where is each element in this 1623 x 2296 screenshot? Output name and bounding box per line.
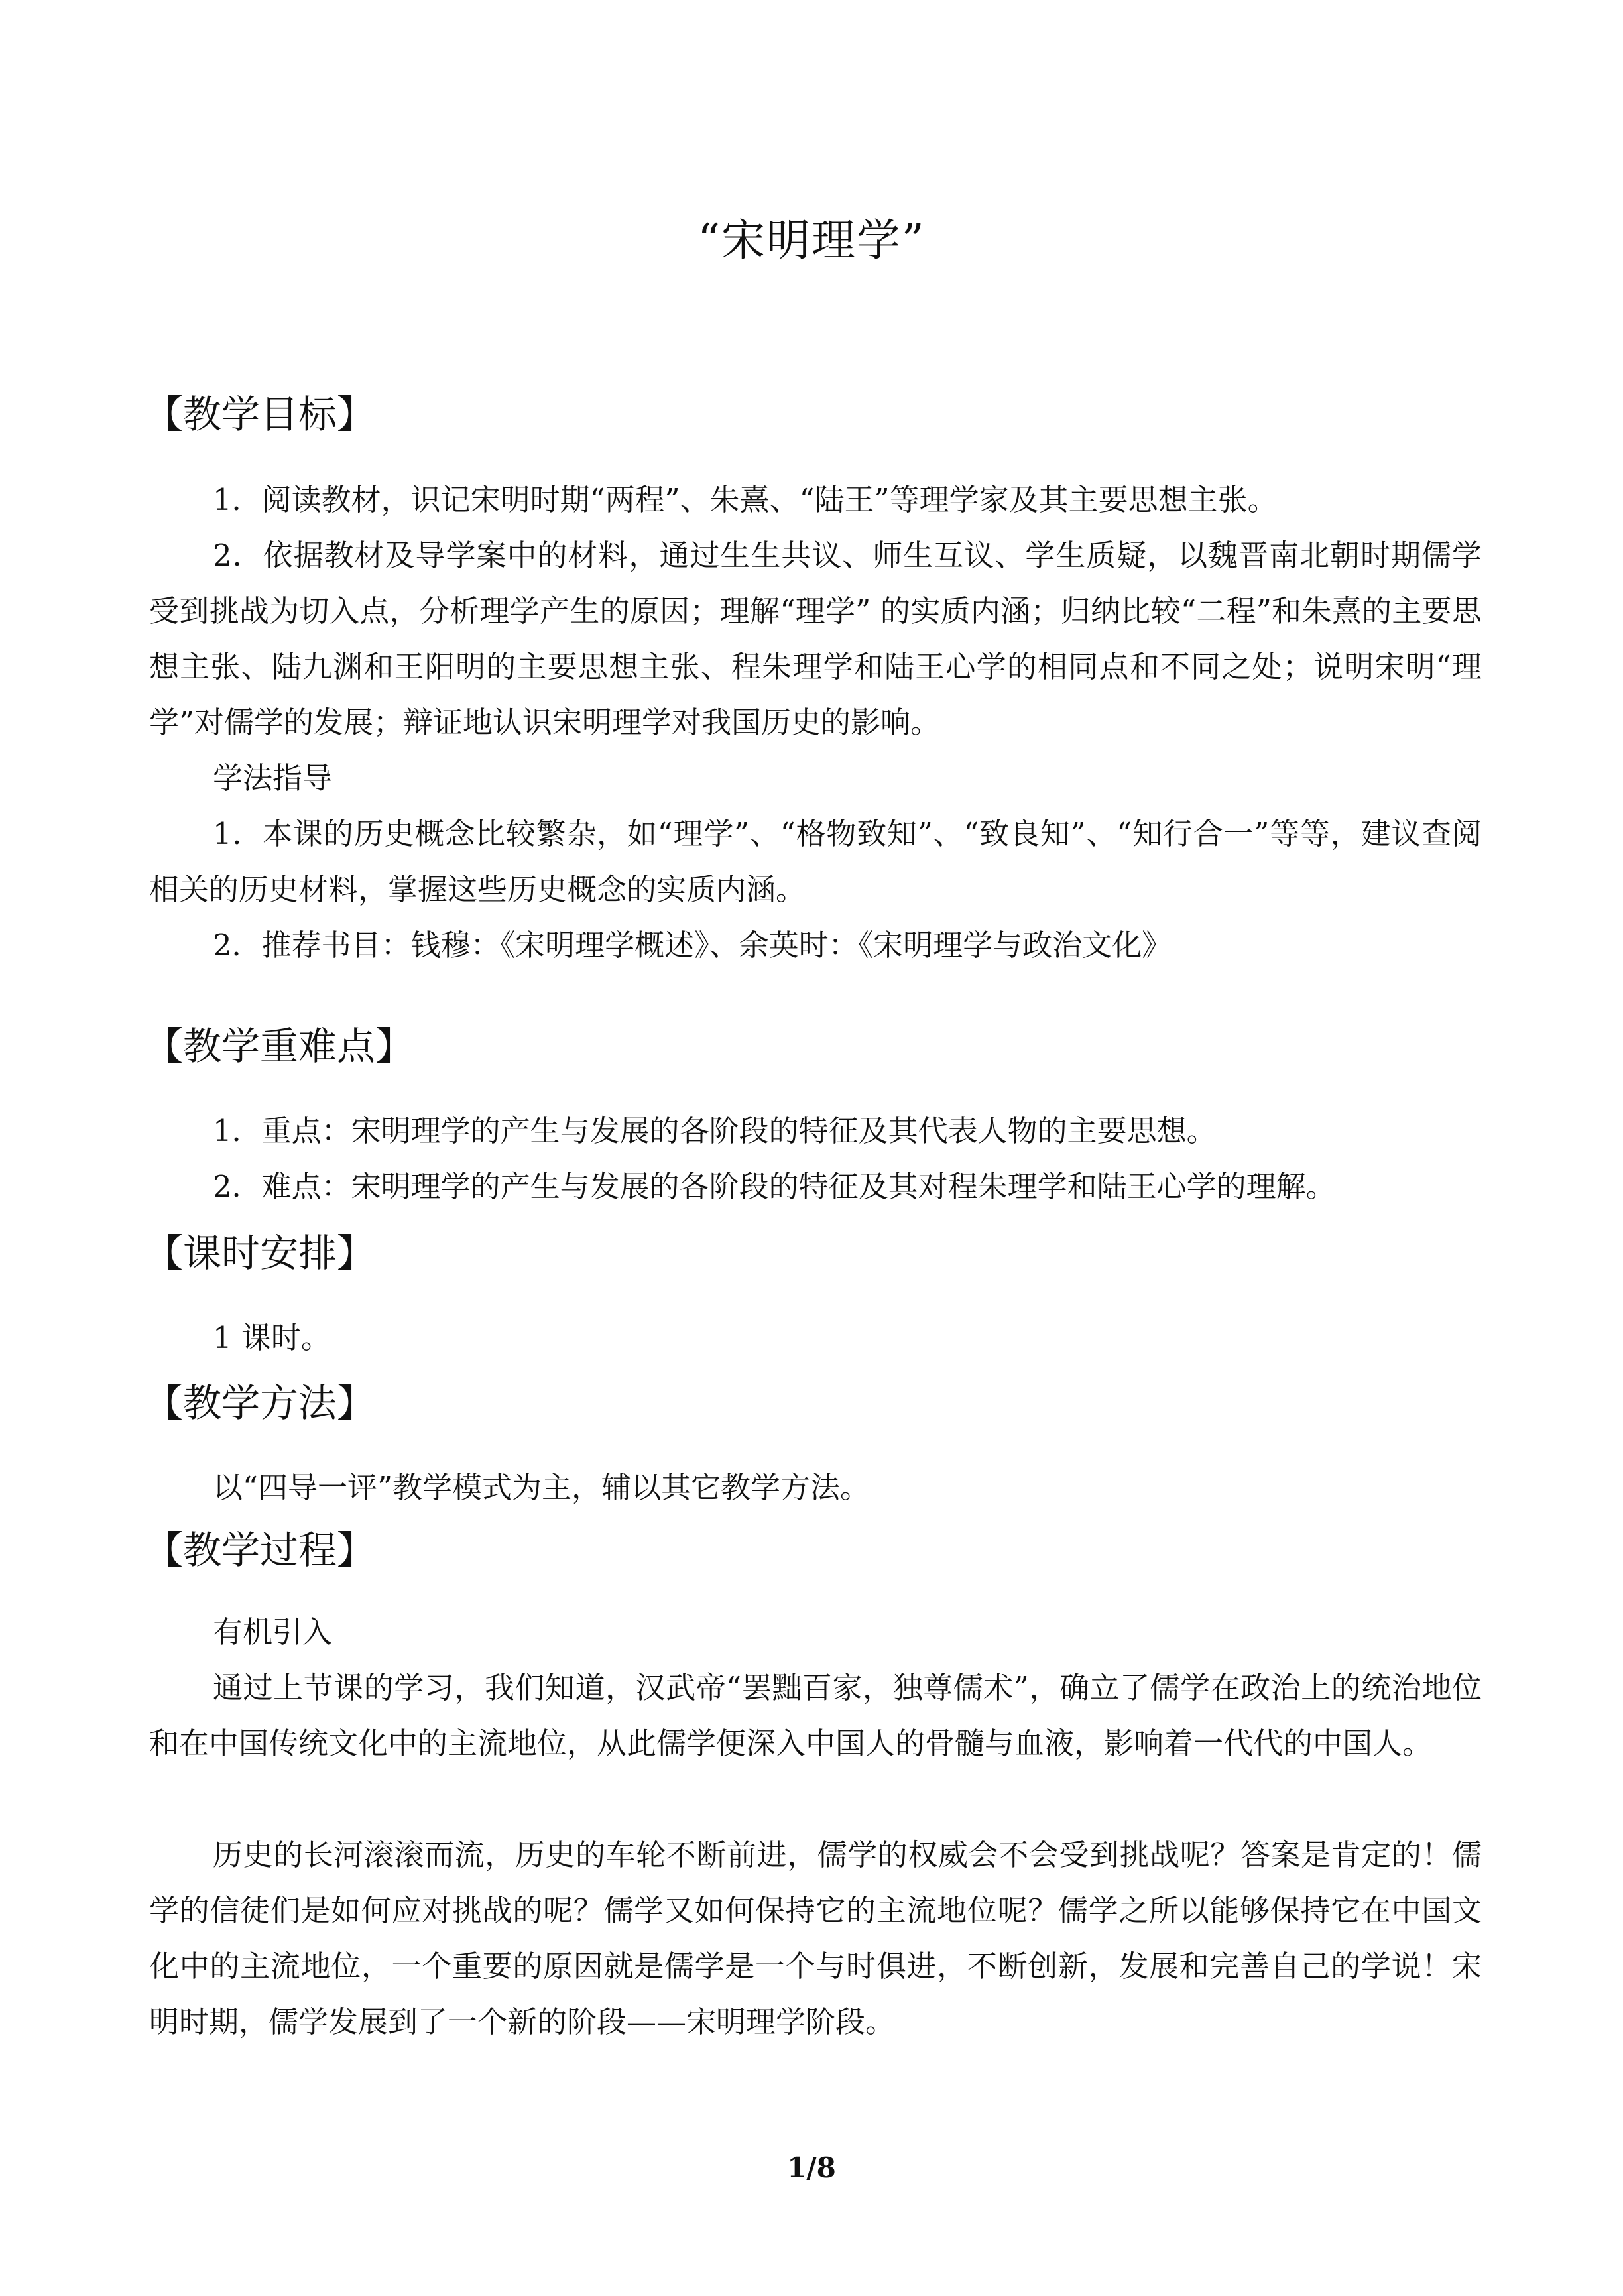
schedule-text: 1 课时。 [213, 1320, 331, 1355]
objective-item-1: 1．阅读教材，识记宋明时期“两程”、朱熹、“陆王”等理学家及其主要思想主张。 [213, 482, 1278, 517]
method-guide-item-2: 2．推荐书目：钱穆：《宋明理学概述》、余英时：《宋明理学与政治文化》 [213, 928, 1172, 963]
method-guide-label: 学法指导 [213, 760, 333, 796]
heading-process: 【教学过程】 [145, 1528, 376, 1573]
key-point-item-1: 1．重点：宋明理学的产生与发展的各阶段的特征及其代表人物的主要思想。 [213, 1113, 1217, 1148]
process-paragraph-1: 通过上节课的学习，我们知道，汉武帝“罢黜百家，独尊儒术”，确立了儒学在政治上的统治地位和在中国传统文化中的主流地位，从此儒学便深入中国人的骨髓与血液，影响着一代代的中国人。 [149, 1670, 1482, 1761]
heading-schedule: 【课时安排】 [145, 1231, 376, 1276]
process-paragraph-2: 历史的长河滚滚而流，历史的车轮不断前进，儒学的权威会不会受到挑战呢？答案是肯定的！儒学的信徒们是如何应对挑战的呢？儒学又如何保持它的主流地位呢？儒学之所以能够保持它在中国文化中的主流地位，一个重要的原因就是儒学是一个与时俱进，不断创新，发展和完善自己的学说！宋明时期，儒学发展到了一个新的阶段——宋明理学阶段。 [149, 1837, 1482, 2039]
page-number: 1/8 [787, 2151, 836, 2184]
document-title: “宋明理学” [697, 215, 926, 266]
heading-key-points: 【教学重难点】 [145, 1024, 414, 1069]
key-point-item-2: 2．难点：宋明理学的产生与发展的各阶段的特征及其对程朱理学和陆王心学的理解。 [213, 1169, 1336, 1204]
objective-item-2: 2．依据教材及导学案中的材料，通过生生共议、师生互议、学生质疑，以魏晋南北朝时期儒学受到挑战为切入点，分析理学产生的原因；理解“理学” 的实质内涵；归纳比较“二程”和朱熹的主要思想主张、陆九渊和王阳明的主要思想主张、程朱理学和陆王心学的相同点和不同之处；说明宋明“理学”对儒学的发展；辩证地认识宋明理学对我国历史的影响。 [149, 538, 1482, 740]
intro-label: 有机引入 [213, 1614, 333, 1650]
method-guide-item-1: 1．本课的历史概念比较繁杂，如“理学”、“格物致知”、“致良知”、“知行合一”等等，建议查阅相关的历史材料，掌握这些历史概念的实质内涵。 [149, 816, 1482, 907]
heading-methods: 【教学方法】 [145, 1380, 376, 1425]
methods-text: 以“四导一评”教学模式为主，辅以其它教学方法。 [213, 1470, 871, 1505]
heading-objectives: 【教学目标】 [145, 392, 376, 437]
